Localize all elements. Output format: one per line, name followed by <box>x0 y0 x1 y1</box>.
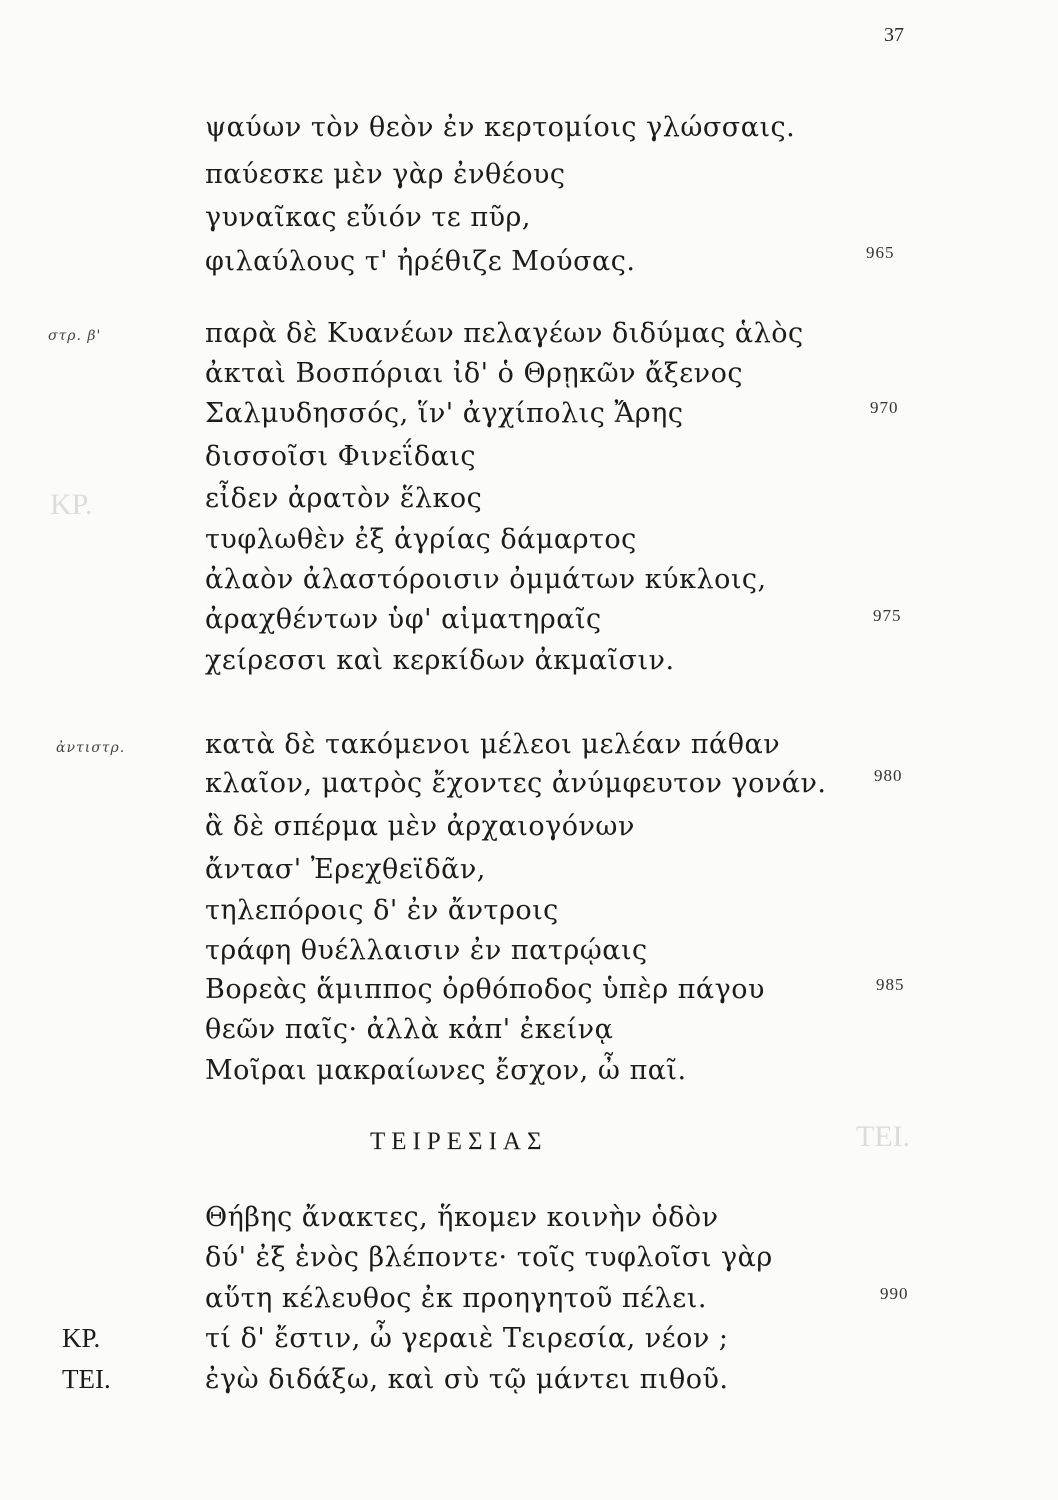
verse-line: φιλαύλους τ' ἠρέθιζε Μούσας. <box>205 246 636 277</box>
verse-line: τυφλωθὲν ἐξ ἀγρίας δάμαρτος <box>205 524 637 555</box>
verse-line: Βορεὰς ἅμιππος ὀρθόποδος ὑπὲρ πάγου <box>205 974 765 1005</box>
verse-line: δύ' ἐξ ἑνὸς βλέποντε· τοῖς τυφλοῖσι γὰρ <box>205 1242 773 1273</box>
verse-line: τράφη θυέλλαισιν ἐν πατρῴαις <box>205 935 648 966</box>
strophe-label: στρ. β' <box>48 328 102 344</box>
bleed-through-mark: ΚΡ. <box>50 488 93 521</box>
page-number: 37 <box>884 24 904 46</box>
verse-line: κατὰ δὲ τακόμενοι μέλεοι μελέαν πάθαν <box>205 729 781 760</box>
speaker-label: ΚΡ. <box>62 1323 101 1353</box>
verse-line: ἃ δὲ σπέρμα μὲν ἀρχαιογόνων <box>205 811 635 842</box>
line-number: 985 <box>876 975 905 994</box>
verse-line: γυναῖκας εὔιόν τε πῦρ, <box>205 202 531 233</box>
verse-line: ἐγὼ διδάξω, καὶ σὺ τῷ μάντει πιθοῦ. <box>205 1364 729 1395</box>
verse-line: ἀκταὶ Βοσπόριαι ἰδ' ὁ Θρῃκῶν ἄξενος <box>205 358 743 389</box>
antistrophe-label: ἀντιστρ. <box>56 740 126 756</box>
bleed-through-mark: ΤΕΙ. <box>856 1120 911 1153</box>
line-number: 970 <box>870 398 899 417</box>
verse-line: παρὰ δὲ Κυανέων πελαγέων διδύμας ἁλὸς <box>205 318 804 349</box>
verse-line: θεῶν παῖς· ἀλλὰ κἀπ' ἐκείνᾳ <box>205 1014 614 1045</box>
speaker-label: ΤΕΙ. <box>62 1364 111 1394</box>
verse-line: Μοῖραι μακραίωνες ἔσχον, ὦ παῖ. <box>205 1055 687 1086</box>
line-number: 965 <box>866 243 895 262</box>
verse-line: αὕτη κέλευθος ἐκ προηγητοῦ πέλει. <box>205 1283 707 1314</box>
verse-line: Σαλμυδησσός, ἵν' ἀγχίπολις Ἄρης <box>205 398 684 429</box>
line-number: 975 <box>873 606 902 625</box>
verse-line: ἀλαὸν ἀλαστόροισιν ὀμμάτων κύκλοις, <box>205 564 767 595</box>
verse-line: χείρεσσι καὶ κερκίδων ἀκμαῖσιν. <box>205 645 675 676</box>
verse-line: παύεσκε μὲν γὰρ ἐνθέους <box>205 159 566 190</box>
verse-line: ἀραχθέντων ὑφ' αἱματηραῖς <box>205 604 602 635</box>
speaker-heading: ΤΕΙΡΕΣΙΑΣ <box>370 1128 548 1155</box>
verse-line: κλαῖον, ματρὸς ἔχοντες ἀνύμφευτον γονάν. <box>205 768 827 799</box>
line-number: 980 <box>874 766 903 785</box>
verse-line: ψαύων τὸν θεὸν ἐν κερτομίοις γλώσσαις. <box>205 112 796 143</box>
verse-line: Θήβης ἄνακτες, ἥκομεν κοινὴν ὁδὸν <box>205 1202 719 1233</box>
verse-line: ἄντασ' Ἐρεχθεϊδᾶν, <box>205 854 486 885</box>
verse-line: εἶδεν ἀρατὸν ἕλκος <box>205 483 483 514</box>
verse-line: τηλεπόροις δ' ἐν ἄντροις <box>205 895 559 926</box>
verse-line: τί δ' ἔστιν, ὦ γεραιὲ Τειρεσία, νέον ; <box>205 1323 729 1354</box>
verse-line: δισσοῖσι Φινεΐδαις <box>205 441 477 472</box>
line-number: 990 <box>880 1284 909 1303</box>
